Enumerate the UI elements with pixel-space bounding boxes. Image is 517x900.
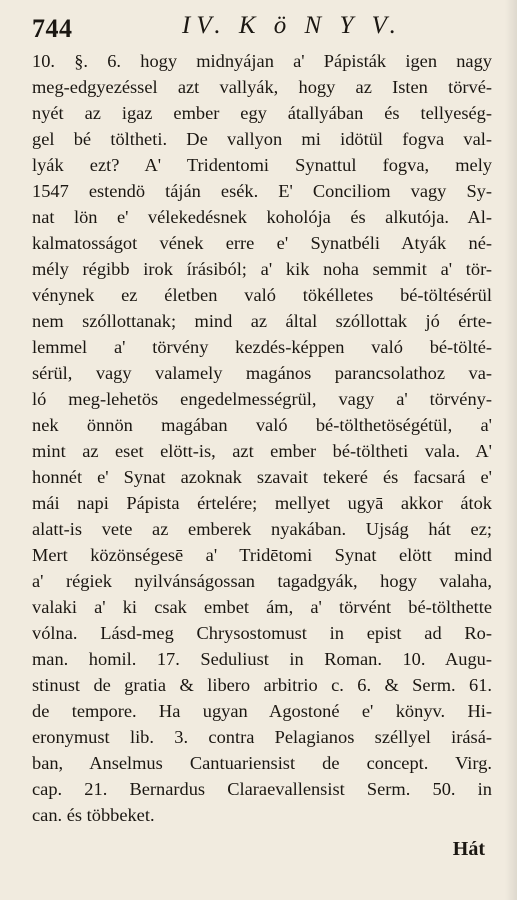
- page-header: [32, 12, 493, 48]
- text-line: stinust de gratia & libero arbitrio c. 6. & Serm. 61.: [32, 675, 492, 695]
- text-line: gel bé töltheti. De vallyon mi idötül fogva val-: [32, 129, 492, 149]
- text-line: nat lön e' vélekedésnek koholója és alkutója. Al-: [32, 207, 492, 227]
- text-line: man. homil. 17. Seduliust in Roman. 10. Augu-: [32, 649, 492, 669]
- text-line: honnét e' Synat azoknak szavait tekeré és facsará e': [32, 467, 492, 487]
- body-text: [32, 48, 492, 828]
- page-edge-shadow: [505, 0, 517, 900]
- text-line: kalmatosságot vének erre e' Synatbéli Atyák né-: [32, 233, 492, 253]
- text-line: de tempore. Ha ugyan Agostoné e' könyv. Hi-: [32, 701, 492, 721]
- text-line: ban, Anselmus Cantuariensist de concept. Virg.: [32, 753, 492, 773]
- running-head: IV. K ö N Y V.: [182, 12, 402, 39]
- text-line: alatt-is vete az emberek nyakában. Ujság hát ez;: [32, 519, 492, 539]
- text-line: meg-edgyezéssel azt vallyák, hogy az Isten törvé-: [32, 77, 492, 97]
- text-line: a' régiek nyilvánságossan tagadgyák, hogy valaha,: [32, 571, 492, 591]
- text-line: vólna. Lásd-meg Chrysostomust in epist ad Ro-: [32, 623, 492, 643]
- text-line: nem szóllottanak; mind az által szóllottak jó érte-: [32, 311, 492, 331]
- text-line: valaki a' ki csak embet ám, a' törvént bé-tölthette: [32, 597, 492, 617]
- text-line: mái napi Pápista értelére; mellyet ugyā akkor átok: [32, 493, 492, 513]
- text-line: 10. §. 6. hogy midnyájan a' Pápisták igen nagy: [32, 51, 492, 71]
- text-line: cap. 21. Bernardus Claraevallensist Serm. 50. in: [32, 779, 492, 799]
- catchword: Hát: [452, 838, 485, 860]
- text-line: 1547 estendö táján esék. E' Conciliom vagy Sy-: [32, 181, 492, 201]
- text-line: lemmel a' törvény kezdés-képpen való bé-tölté-: [32, 337, 492, 357]
- page-number: 744: [32, 14, 73, 43]
- text-line: ló meg-lehetös engedelmességrül, vagy a' törvény-: [32, 389, 492, 409]
- text-line: nek önnön magában való bé-tölthetöségétül, a': [32, 415, 492, 435]
- text-line: Mert közönségesē a' Tridētomi Synat elött mind: [32, 545, 492, 565]
- text-line: vénynek ez életben való tökélletes bé-töltésérül: [32, 285, 492, 305]
- text-line: can. és többeket.: [32, 805, 155, 825]
- text-line: sérül, vagy valamely magános parancsolathoz va-: [32, 363, 492, 383]
- text-line: eronymust lib. 3. contra Pelagianos széllyel irásá-: [32, 727, 492, 747]
- text-line: lyák ezt? A' Tridentomi Synattul fogva, mely: [32, 155, 492, 175]
- text-line: mély régibb irok írásiból; a' kik noha semmit a' tör-: [32, 259, 492, 279]
- text-line: mint az eset elött-is, azt ember bé-töltheti vala. A': [32, 441, 492, 461]
- text-line: nyét az igaz ember egy átallyában és tellyeség-: [32, 103, 492, 123]
